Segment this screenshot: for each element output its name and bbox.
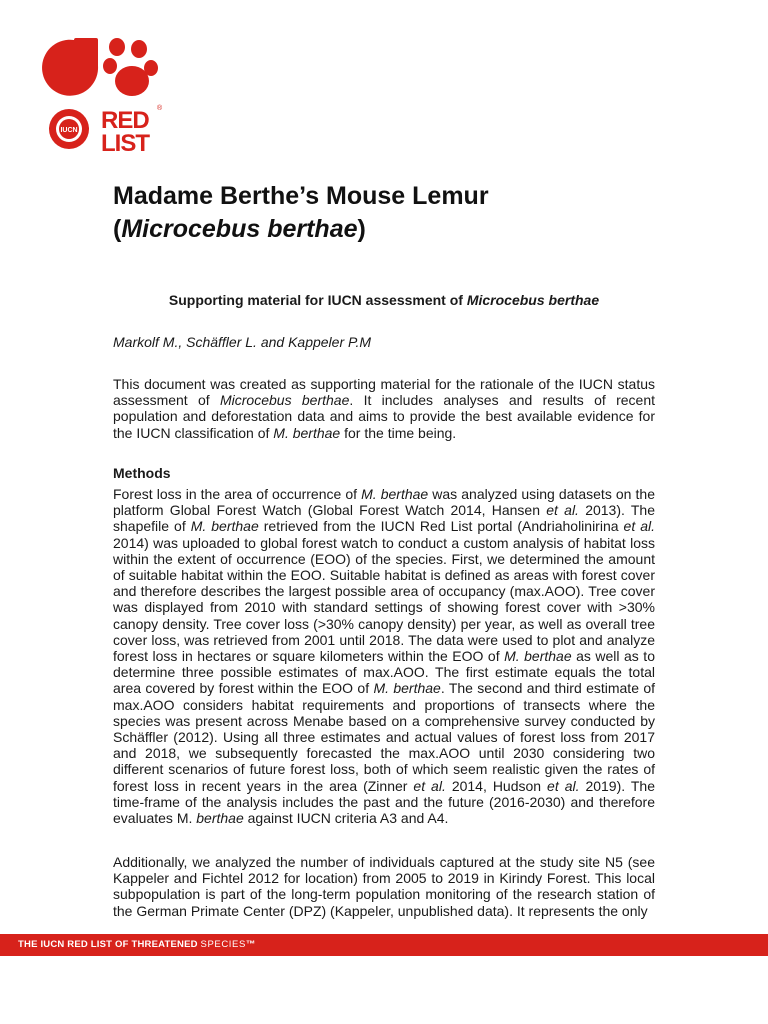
intro-paragraph — [113, 376, 655, 441]
footer-main: THE IUCN RED LIST OF THREATENED — [18, 939, 201, 950]
methods-italic: M. berthae — [373, 680, 441, 697]
methods-text: 2014) was uploaded to global forest watch to conduct a custom analysis of habitat loss within the extent of occurrence (EOO) of the species. First, we determined the amount of suitable habitat within the EOO. Suitable habitat is defined as areas with forest cover and therefore describes the largest possible area of occupancy (max.AOO). Tree cover was displayed from 2010 with standard settings of showing forest cover with >30% canopy density. Tree cover loss (>30% canopy density) per year, as well as overall tree cover loss, was retrieved from 2001 until 2018. The data were used to plot and analyze forest loss in hectares or square kilometers within the EOO of — [113, 534, 655, 665]
intro-species: M. berthae — [273, 424, 341, 441]
iucn-red-list-logo — [40, 38, 170, 163]
footer-text — [18, 939, 256, 950]
intro-species: Microcebus berthae — [220, 392, 350, 409]
logo-pawprint — [103, 38, 158, 96]
logo-text-list: LIST — [101, 130, 149, 157]
methods-italic: et al. — [413, 777, 446, 794]
logo-drop-shape — [42, 38, 98, 96]
title-close-paren: ) — [357, 215, 366, 243]
methods-text: 2019). The time-frame of the analysis includes the past and the future (2016-2030) and therefore evaluates M. — [113, 777, 655, 827]
title-common-name: Madame Berthe’s Mouse Lemur — [113, 182, 489, 210]
methods-text: 2014, Hudson — [445, 777, 548, 794]
methods-text: as well as to determine three possible estimates of max.AOO. The first estimate equals the total area covered by forest within the EOO of — [113, 648, 655, 697]
title-open-paren: ( — [113, 215, 122, 243]
methods-text: against IUCN criteria A3 and A4. — [243, 810, 449, 827]
footer-species: SPECIES — [200, 939, 246, 950]
svg-text:IUCN: IUCN — [60, 127, 78, 134]
methods-text: Forest loss in the area of occurrence of — [113, 486, 362, 502]
subtitle-species: Microcebus berthae — [466, 292, 600, 308]
intro-text: This document was created as supporting material for the rationale of the IUCN status assessment of — [113, 376, 655, 409]
red-list-logo-icon — [40, 38, 170, 163]
methods-italic: et al. — [623, 518, 655, 535]
title-scientific-name: Microcebus berthae — [121, 215, 358, 243]
methods-paragraph — [113, 486, 655, 826]
methods-italic: M. berthae — [190, 518, 259, 535]
methods-text: . The second and third estimate of max.AOO considers habitat requirements and proportions of transects where the species was present across Menabe based on a comprehensive survey conducted by Schäffler (2012). Using all three estimates and actual values of forest loss from 2017 and 2018, we subsequently forecasted the max.AOO until 2030 considering two different scenarios of future forest loss, both of which seem realistic given the rates of forest loss in recent years in the area (Zinner — [113, 680, 656, 794]
methods-italic: et al. — [547, 777, 580, 794]
methods-italic: M. berthae — [504, 648, 572, 665]
intro-text: for the time being. — [340, 424, 457, 441]
logo-text-red: RED — [101, 107, 149, 134]
methods-heading: Methods — [113, 465, 171, 481]
logo-emblem — [49, 109, 89, 149]
methods-italic: M. berthae — [361, 486, 429, 502]
additional-paragraph — [113, 854, 655, 919]
intro-text: . It includes analyses and results of recent population and deforestation data and aims to provide the best available evidence for the IUCN classification of — [113, 392, 656, 441]
footer-trademark: ™ — [245, 939, 256, 950]
methods-text: retrieved from the IUCN Red List portal (Andriaholinirina — [258, 518, 624, 535]
methods-italic: berthae — [196, 810, 244, 827]
methods-text: 2013). The shapefile of — [113, 502, 655, 535]
document-subtitle — [0, 292, 768, 308]
registered-mark: ® — [157, 105, 163, 112]
methods-italic: et al. — [546, 502, 579, 519]
authors-line: Markolf M., Schäffler L. and Kappeler P.M — [113, 334, 372, 350]
subtitle-prefix: Supporting material for IUCN assessment of — [168, 292, 467, 308]
footer-bar — [0, 934, 768, 956]
methods-text: was analyzed using datasets on the platform Global Forest Watch (Global Forest Watch 2014, Hansen — [113, 486, 655, 519]
additional-text: Additionally, we analyzed the number of individuals captured at the study site N5 (see Kappeler and Fichtel 2012 for location) from 2005 to 2019 in Kirindy Forest. This local subpopulation is part of the long-term population monitoring of the research station of the German Primate Center (DPZ) (Kappeler, unpublished data). It represents the only — [113, 854, 655, 919]
document-title — [113, 180, 673, 246]
